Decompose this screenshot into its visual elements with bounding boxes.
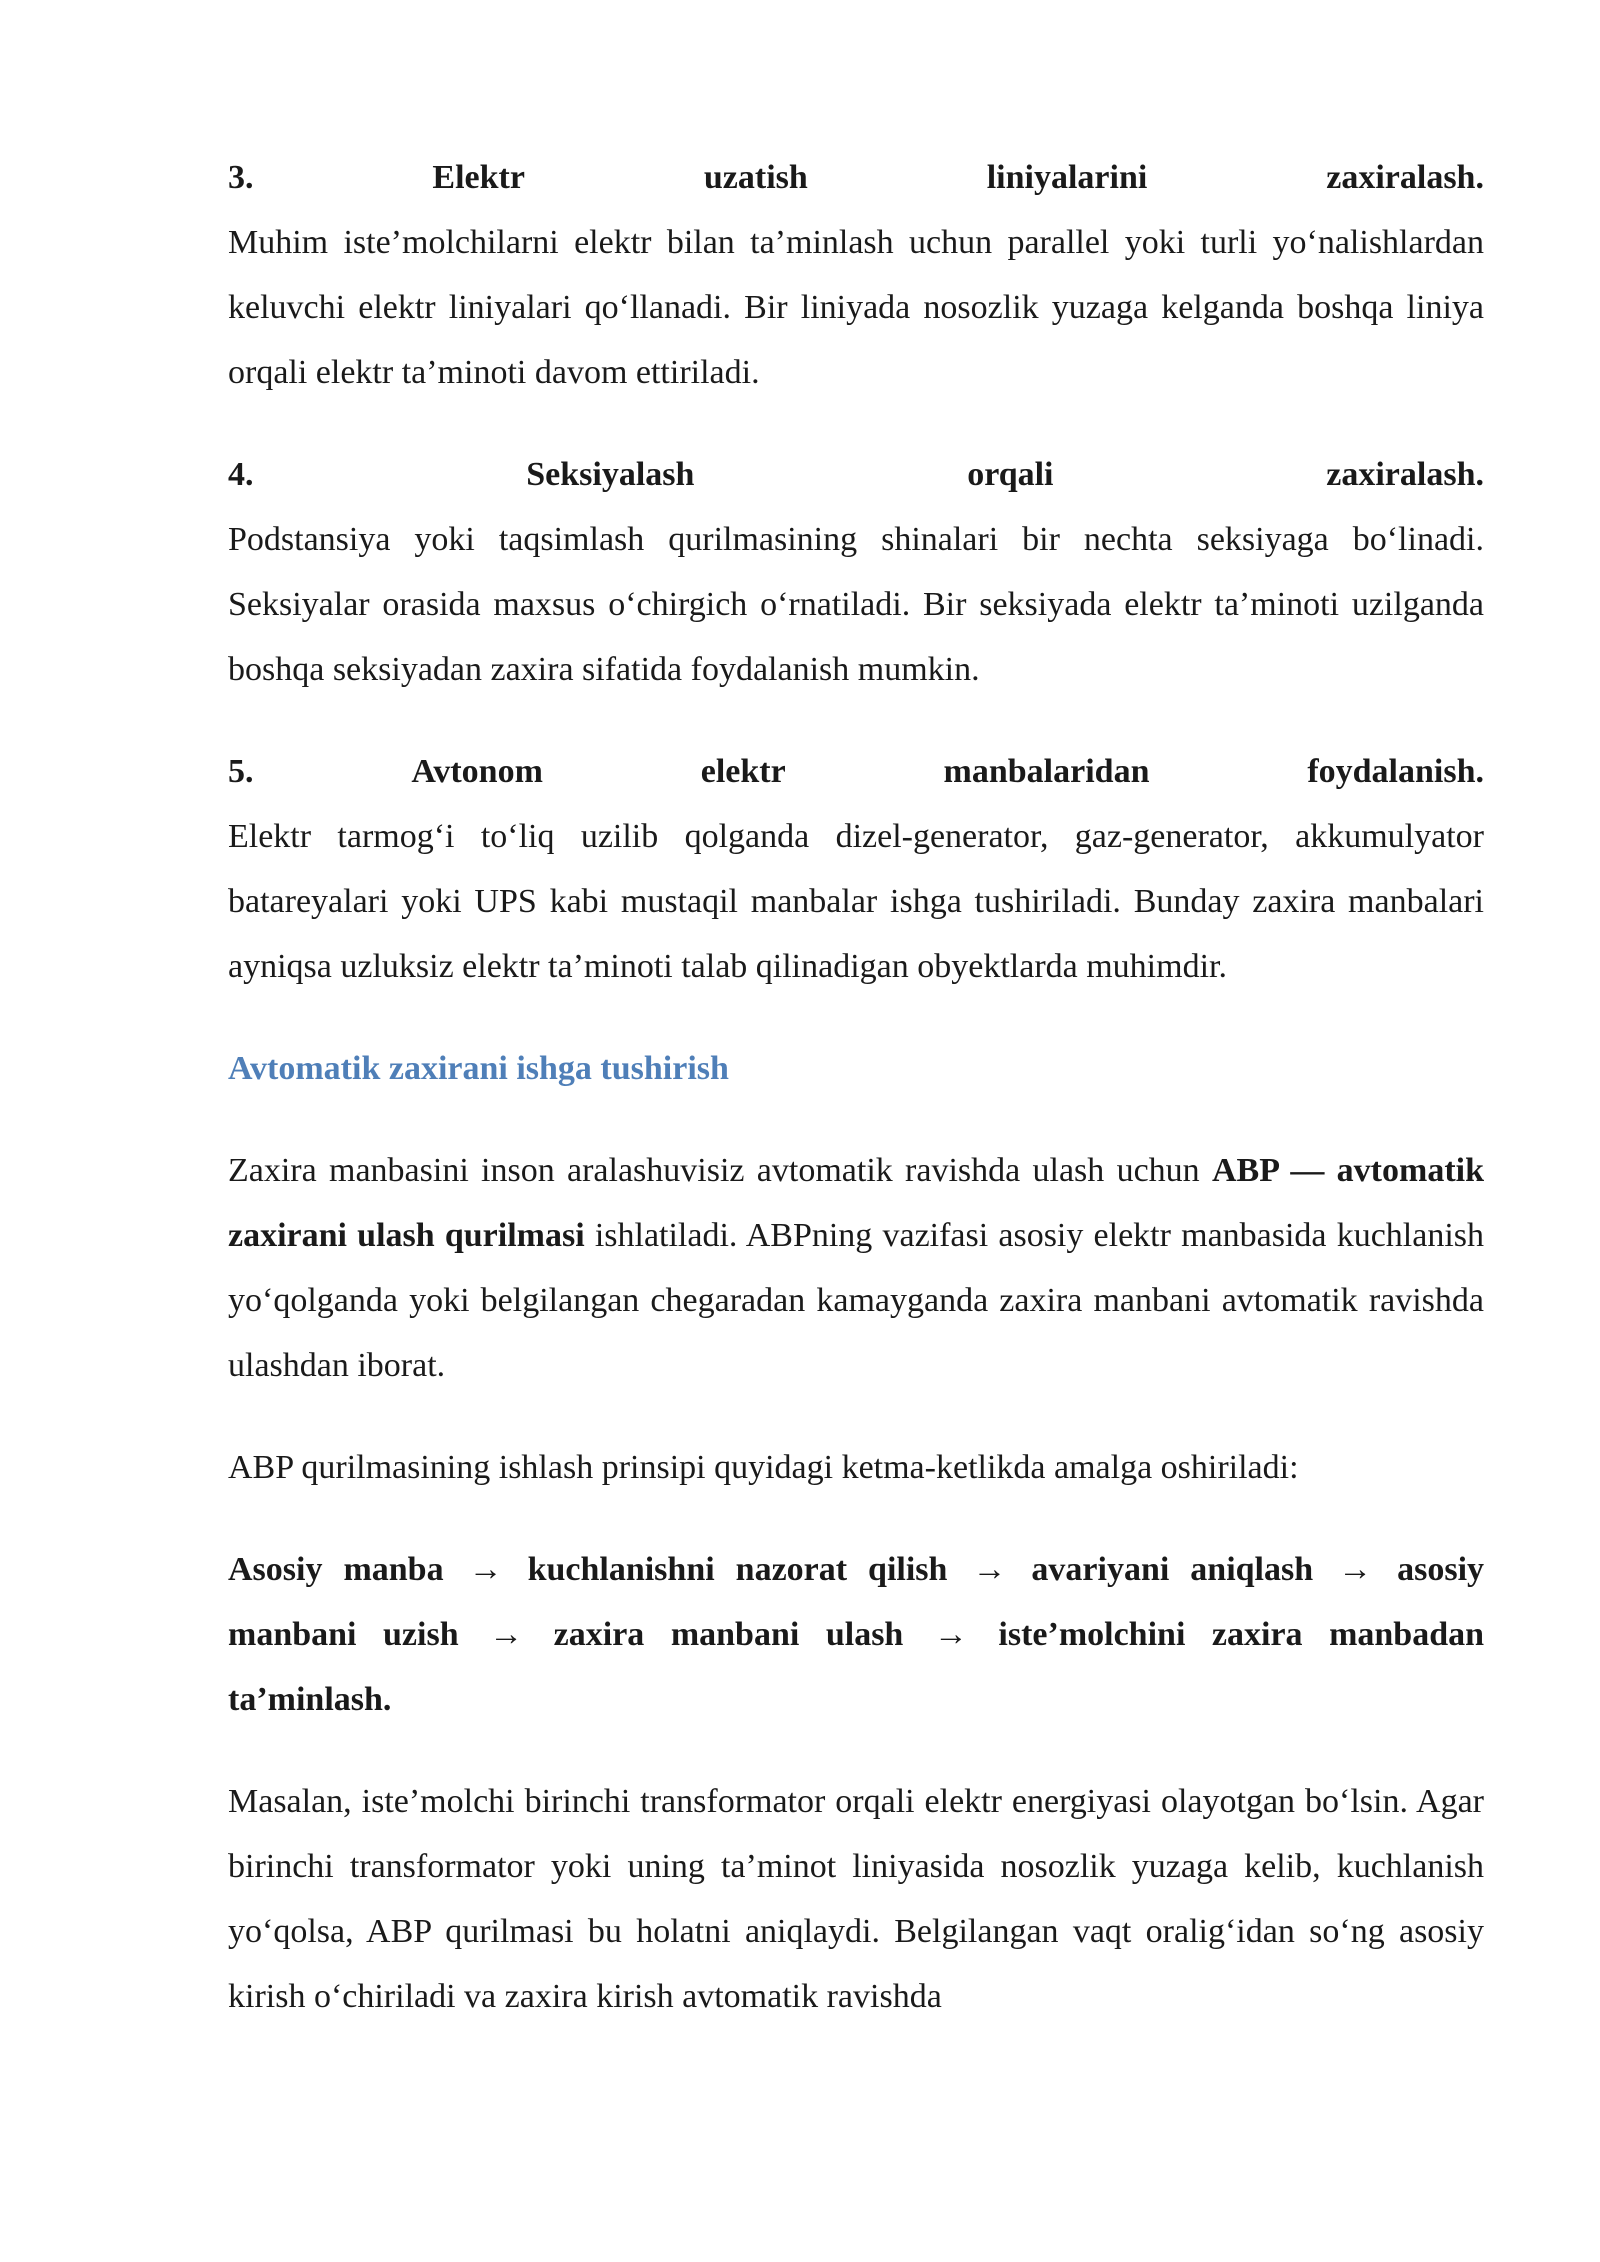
item-4-word: orqali [967,456,1054,493]
item-4-word: Seksiyalash [526,456,695,493]
item-3-number: 3. [228,159,254,196]
sequence-step: asosiy manbani uzish [228,1551,1485,1653]
item-3-word: zaxiralash. [1326,159,1484,196]
item-5-word: manbalaridan [943,753,1150,790]
arrow-icon: → [933,1616,968,1653]
sequence-step: avariyani aniqlash [1031,1551,1314,1588]
sequence-paragraph [228,1537,1484,1732]
sequence-step: Asosiy manba [228,1551,444,1588]
item-5-number: 5. [228,753,254,790]
item-3-word: liniyalarini [986,159,1148,196]
item-3-body: Muhim iste’molchilarni elektr bilan ta’minlash uchun parallel yoki turli yo‘nalishlardan keluvchi elektr liniyalari qo‘llanadi. Bir liniyada nosozlik yuzaga kelganda boshqa liniya orqali elektr ta’minoti davom ettiriladi. [228,224,1484,391]
intro-text-before: Zaxira manbasini inson aralashuvisiz avtomatik ravishda ulash uchun [228,1152,1212,1189]
item-4-number: 4. [228,456,254,493]
example-paragraph: Masalan, iste’molchi birinchi transformator orqali elektr energiyasi olayotgan bo‘lsin. Agar birinchi transformator yoki uning ta’minot liniyasida nosozlik yuzaga kelib, kuchlanish yo‘qolsa, ABP qurilmasi bu holatni aniqlaydi. Belgilangan vaqt oralig‘idan so‘ng asosiy kirish o‘chiriladi va zaxira kirish avtomatik ravishda [228,1783,1484,2015]
item-4 [228,442,1484,702]
arrow-icon: → [489,1616,524,1653]
intro-paragraph [228,1138,1484,1398]
item-3-word: uzatish [703,159,808,196]
item-4-heading [228,442,1484,507]
sequence-step: kuchlanishni nazorat qilish [527,1551,948,1588]
item-4-body: Podstansiya yoki taqsimlash qurilmasining shinalari bir nechta seksiyaga bo‘linadi. Seksiyalar orasida maxsus o‘chirgich o‘rnatiladi. Bir seksiyada elektr ta’minoti uzilganda boshqa seksiyadan zaxira sifatida foydalanish mumkin. [228,521,1484,688]
item-5-word: elektr [700,753,786,790]
intro-bold-term: ABP — avtomatik zaxirani ulash qurilmasi [228,1152,1484,1254]
section-heading: Avtomatik zaxirani ishga tushirish [228,1050,729,1087]
arrow-icon: → [1338,1551,1373,1588]
document-page [228,145,1484,2066]
arrow-icon: → [468,1551,503,1588]
sequence-step: zaxira manbani ulash [553,1616,904,1653]
item-5-body: Elektr tarmog‘i to‘liq uzilib qolganda dizel-generator, gaz-generator, akkumulyator batareyalari yoki UPS kabi mustaqil manbalar ishga tushiriladi. Bunday zaxira manbalari ayniqsa uzluksiz elektr ta’minoti talab qilinadigan obyektlarda muhimdir. [228,818,1484,985]
intro-text-after: ishlatiladi. ABPning vazifasi asosiy elektr manbasida kuchlanish yo‘qolganda yoki belgilangan chegaradan kamayganda zaxira manbani avtomatik ravishda ulashdan iborat. [228,1217,1484,1384]
item-3-word: Elektr [432,159,525,196]
item-5-heading [228,739,1484,804]
item-4-word: zaxiralash. [1326,456,1484,493]
item-5-word: Avtonom [411,753,543,790]
item-5 [228,739,1484,999]
item-5-word: foydalanish. [1307,753,1484,790]
item-3 [228,145,1484,405]
arrow-icon: → [972,1551,1007,1588]
sequence-step: iste’molchini zaxira manbadan ta’minlash. [228,1616,1485,1718]
principle-paragraph: ABP qurilmasining ishlash prinsipi quyidagi ketma-ketlikda amalga oshiriladi: [228,1449,1299,1486]
item-3-heading [228,145,1484,210]
